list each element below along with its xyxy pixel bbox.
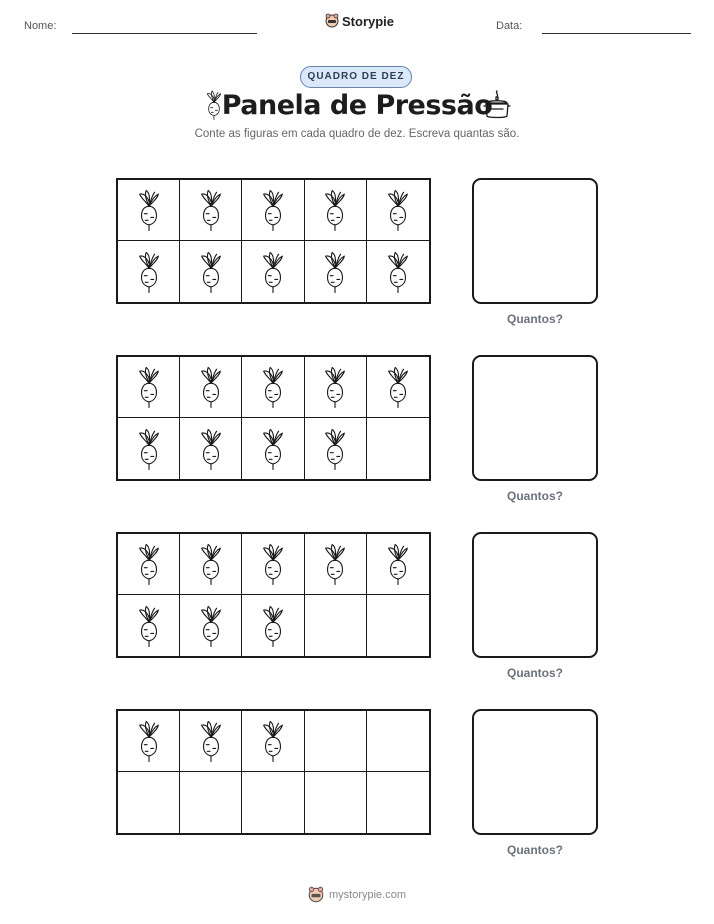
beet-icon bbox=[321, 426, 349, 472]
answer-box-3[interactable] bbox=[472, 532, 598, 658]
ten-frame-cell bbox=[367, 241, 429, 302]
beet-icon bbox=[321, 187, 349, 233]
answer-label-2: Quantos? bbox=[507, 489, 563, 503]
beet-icon bbox=[197, 364, 225, 410]
worksheet-type-badge: QUADRO DE DEZ bbox=[300, 66, 412, 88]
ten-frame-cell bbox=[305, 357, 367, 418]
beet-icon bbox=[135, 426, 163, 472]
name-label: Nome: bbox=[24, 20, 57, 32]
ten-frame-cell bbox=[367, 418, 429, 479]
beet-icon bbox=[259, 249, 287, 295]
ten-frame-cell bbox=[305, 418, 367, 479]
ten-frame-cell bbox=[242, 180, 304, 241]
ten-frame-cell bbox=[180, 241, 242, 302]
beet-icon bbox=[321, 249, 349, 295]
ten-frame-cell bbox=[118, 241, 180, 302]
ten-frame-cell bbox=[242, 357, 304, 418]
ten-frame-cell bbox=[118, 595, 180, 656]
footer bbox=[308, 886, 406, 904]
name-line[interactable] bbox=[72, 33, 257, 34]
ten-frame-cell bbox=[367, 357, 429, 418]
date-label: Data: bbox=[496, 20, 523, 32]
beet-icon bbox=[197, 249, 225, 295]
ten-frame-cell bbox=[180, 418, 242, 479]
answer-box-2[interactable] bbox=[472, 355, 598, 481]
ten-frame-cell bbox=[118, 418, 180, 479]
ten-frame-cell bbox=[118, 357, 180, 418]
ten-frame-cell bbox=[305, 241, 367, 302]
ten-frame-cell bbox=[118, 711, 180, 772]
ten-frame-cell bbox=[367, 711, 429, 772]
ten-frame-cell bbox=[305, 534, 367, 595]
ten-frame-cell bbox=[367, 595, 429, 656]
beet-icon bbox=[321, 364, 349, 410]
ten-frame-cell bbox=[180, 595, 242, 656]
ten-frame-cell bbox=[180, 534, 242, 595]
beet-icon bbox=[135, 603, 163, 649]
answer-label-4: Quantos? bbox=[507, 843, 563, 857]
ten-frame-1 bbox=[116, 178, 431, 304]
ten-frame-cell bbox=[367, 772, 429, 833]
beet-icon bbox=[384, 249, 412, 295]
ten-frame-cell bbox=[180, 180, 242, 241]
answer-box-4[interactable] bbox=[472, 709, 598, 835]
ten-frame-cell bbox=[367, 534, 429, 595]
ten-frame-cell bbox=[242, 595, 304, 656]
beet-icon bbox=[197, 187, 225, 233]
ten-frame-cell bbox=[242, 534, 304, 595]
storypie-logo-icon bbox=[325, 13, 339, 29]
answer-label-3: Quantos? bbox=[507, 666, 563, 680]
ten-frame-3 bbox=[116, 532, 431, 658]
beet-icon bbox=[259, 426, 287, 472]
brand-logo bbox=[325, 13, 394, 29]
ten-frame-cell bbox=[180, 772, 242, 833]
ten-frame-cell bbox=[242, 241, 304, 302]
ten-frame-cell bbox=[305, 772, 367, 833]
beet-icon bbox=[135, 187, 163, 233]
storypie-logo-icon bbox=[308, 886, 324, 904]
beet-icon bbox=[259, 603, 287, 649]
page-title: Panela de Pressão bbox=[221, 90, 493, 121]
beet-icon bbox=[321, 541, 349, 587]
beet-icon bbox=[259, 187, 287, 233]
ten-frame-cell bbox=[305, 180, 367, 241]
beet-icon bbox=[135, 718, 163, 764]
ten-frame-cell bbox=[180, 711, 242, 772]
beet-icon bbox=[135, 541, 163, 587]
answer-box-1[interactable] bbox=[472, 178, 598, 304]
pressure-cooker-icon bbox=[483, 89, 511, 121]
instructions: Conte as figuras em cada quadro de dez. Escreva quantas são. bbox=[194, 128, 520, 140]
beet-icon bbox=[197, 541, 225, 587]
beet-icon bbox=[259, 541, 287, 587]
beet-icon bbox=[197, 603, 225, 649]
ten-frame-cell bbox=[305, 595, 367, 656]
ten-frame-cell bbox=[118, 772, 180, 833]
beet-icon bbox=[197, 718, 225, 764]
ten-frame-cell bbox=[180, 357, 242, 418]
brand-name: Storypie bbox=[342, 13, 395, 29]
ten-frame-cell bbox=[118, 534, 180, 595]
beet-icon bbox=[135, 249, 163, 295]
beet-icon bbox=[135, 364, 163, 410]
ten-frame-cell bbox=[242, 418, 304, 479]
ten-frame-4 bbox=[116, 709, 431, 835]
footer-site: mystorypie.com bbox=[329, 889, 407, 901]
beet-icon bbox=[384, 364, 412, 410]
beet-icon bbox=[259, 364, 287, 410]
ten-frame-cell bbox=[242, 711, 304, 772]
ten-frame-cell bbox=[118, 180, 180, 241]
date-line[interactable] bbox=[542, 33, 691, 34]
answer-label-1: Quantos? bbox=[507, 312, 563, 326]
beet-icon bbox=[384, 187, 412, 233]
beet-icon bbox=[384, 541, 412, 587]
ten-frame-cell bbox=[305, 711, 367, 772]
beet-icon bbox=[197, 426, 225, 472]
beet-icon bbox=[259, 718, 287, 764]
ten-frame-2 bbox=[116, 355, 431, 481]
ten-frame-cell bbox=[242, 772, 304, 833]
ten-frame-cell bbox=[367, 180, 429, 241]
